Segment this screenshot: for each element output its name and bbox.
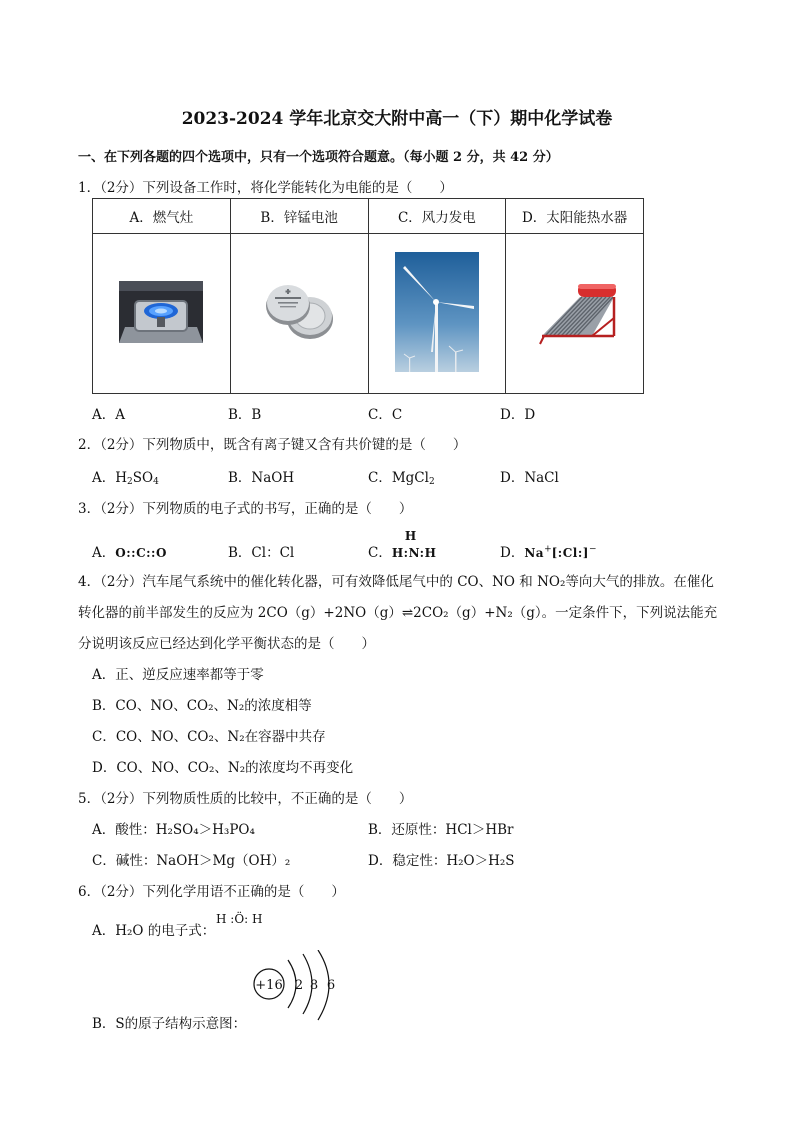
- q5-option-b: B．还原性：HCl＞HBr: [368, 822, 514, 838]
- coin-battery-image: [254, 281, 344, 343]
- table-header-a: A．燃气灶: [93, 199, 231, 234]
- nacl-na: Na: [524, 546, 545, 560]
- q4-option-d: D．CO、NO、CO₂、N₂的浓度均不再变化: [92, 760, 354, 776]
- q1-option-c: C．C: [368, 407, 403, 423]
- h2o-electron-formula: H :Ö: H: [216, 912, 263, 926]
- nh3-main-row: H:N:H: [391, 546, 437, 560]
- table-header-b: B．锌锰电池: [230, 199, 368, 234]
- q3-option-c: C． H H:N:H: [368, 529, 437, 561]
- q3-option-a: A．O::C::O: [92, 545, 167, 561]
- section-heading: 一、在下列各题的四个选项中，只有一个选项符合题意。（每小题 2 分，共 42 分）: [78, 150, 559, 165]
- q2-option-a: A．$H_2SO_4$: [92, 470, 159, 487]
- q1-option-d: D．D: [500, 407, 536, 423]
- question-5-stem: 5．（2分）下列物质性质的比较中，不正确的是（ ）: [78, 791, 413, 807]
- gas-stove-image: [119, 281, 203, 343]
- question-6-stem: 6．（2分）下列化学用语不正确的是（ ）: [78, 884, 345, 900]
- table-cell-c: [368, 234, 506, 394]
- question-3-stem: 3．（2分）下列物质的电子式的书写，正确的是（ ）: [78, 501, 413, 517]
- question-4-line-3: 分说明该反应已经达到化学平衡状态的是（ ）: [78, 636, 375, 652]
- q5-option-a: A．酸性：H₂SO₄＞H₃PO₄: [92, 822, 255, 838]
- table-header-d: D．太阳能热水器: [506, 199, 644, 234]
- wind-turbine-image: [395, 252, 479, 372]
- q6-option-b: B．S的原子结构示意图：: [92, 1016, 247, 1032]
- solar-water-heater-image: [530, 278, 620, 346]
- q4-option-b: B．CO、NO、CO₂、N₂的浓度相等: [92, 698, 312, 714]
- question-2-stem: 2．（2分）下列物质中，既含有离子键又含有共价键的是（ ）: [78, 437, 467, 453]
- shell-1-count: 2: [294, 978, 304, 993]
- shell-3-count: 6: [326, 978, 336, 993]
- q5-option-c: C．碱性：NaOH＞Mg（OH）₂: [92, 853, 291, 869]
- question-4-line-2: 转化器的前半部发生的反应为 2CO（g）+2NO（g）⇌2CO₂（g）+N₂（g）。一定条件下，下列说法能充: [78, 605, 718, 621]
- table-header-c: C．风力发电: [368, 199, 506, 234]
- question-1-table: [92, 198, 644, 394]
- sulfur-atom-diagram: [248, 950, 344, 1026]
- q4-option-a: A．正、逆反应速率都等于零: [92, 667, 264, 683]
- nacl-plus: +: [544, 544, 552, 555]
- table-cell-a: [93, 234, 231, 394]
- q1-option-a: A．A: [92, 407, 125, 423]
- question-1-stem: 1．（2分）下列设备工作时，将化学能转化为电能的是（ ）: [78, 180, 453, 196]
- table-cell-d: [506, 234, 644, 394]
- q4-option-c: C．CO、NO、CO₂、N₂在容器中共存: [92, 729, 326, 745]
- co2-electron-formula: O::C::O: [115, 546, 167, 560]
- nacl-cl: [:Cl:]: [551, 546, 589, 560]
- nacl-minus: −: [588, 544, 597, 555]
- table-cell-b: [230, 234, 368, 394]
- q2-option-b: B．NaOH: [228, 470, 295, 486]
- page-title: 2023-2024 学年北京交大附中高一（下）期中化学试卷: [181, 109, 613, 129]
- shell-2-count: 8: [309, 978, 319, 993]
- q6-option-a: A．H₂O 的电子式：: [92, 923, 216, 939]
- question-4-line-1: 4．（2分）汽车尾气系统中的催化转化器，可有效降低尾气中的 CO、NO 和 NO₂等向大气的排放。在催化: [78, 574, 714, 590]
- q2-option-c: C．MgCl$_2$: [368, 470, 435, 487]
- q5-option-d: D．稳定性：H₂O＞H₂S: [368, 853, 515, 869]
- atom-nucleus-label: +16: [255, 978, 283, 993]
- q1-option-b: B．B: [228, 407, 262, 423]
- q2-option-d: D．NaCl: [500, 470, 559, 486]
- nh3-top-h: H: [404, 529, 417, 543]
- q3-option-d: D．Na+[:Cl:]−: [500, 544, 597, 561]
- q3-option-b: B．Cl：Cl: [228, 545, 295, 561]
